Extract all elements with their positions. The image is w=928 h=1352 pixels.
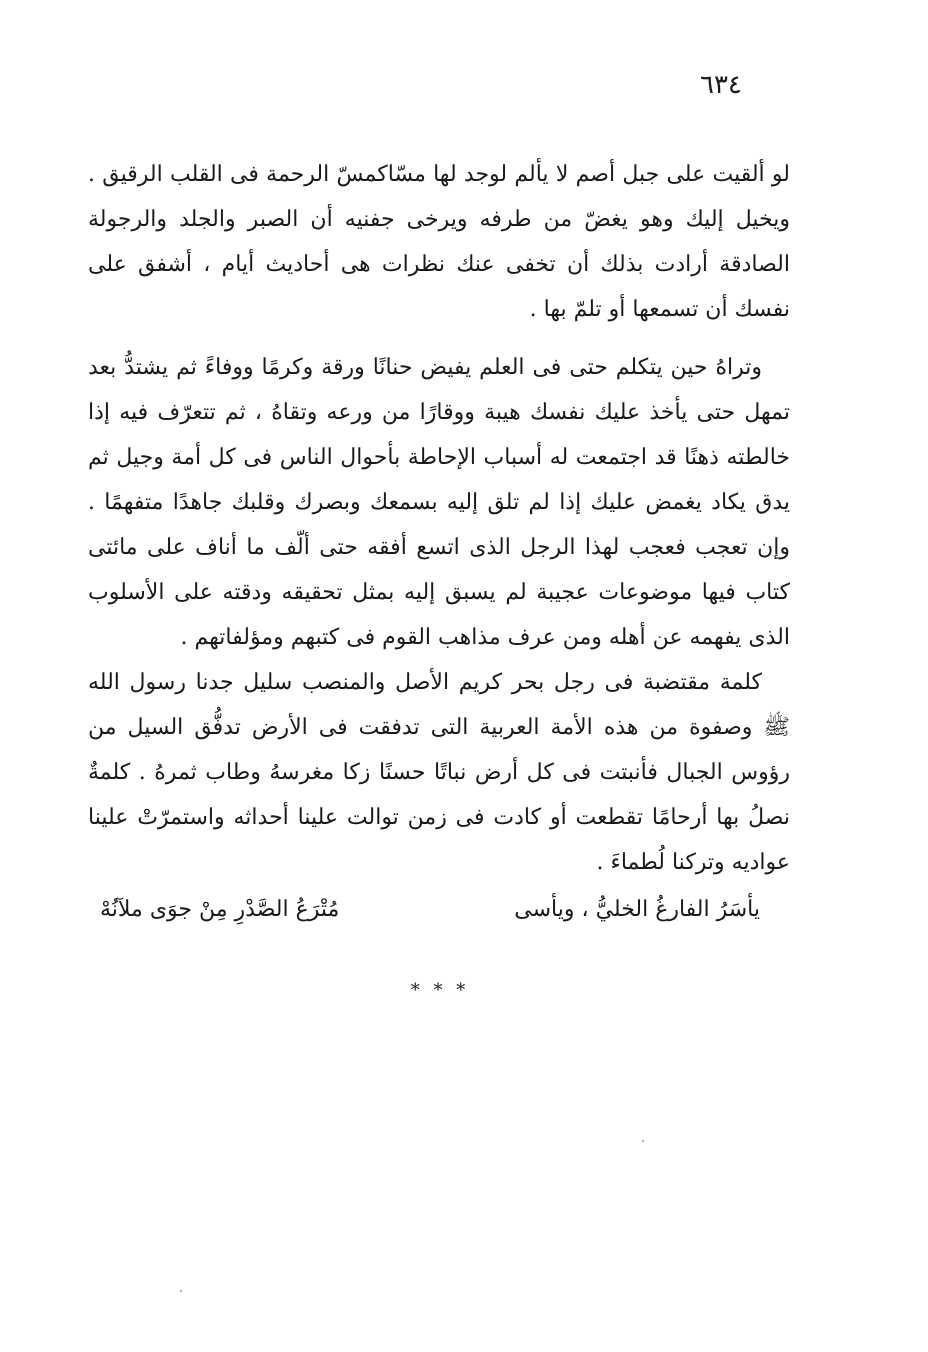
paragraph-text: لو ألقيت على جبل أصم لا يألم لوجد لها مسّاكمسّ الرحمة فى القلب الرقيق . ويخيل إليك وهو يغضّ من طرفه ويرخى جفنيه أن الصبر والجلد والرجولة الصادقة أرادت بذلك أن تخفى عنك نظرات هى أحاديث أيام ، أشفق على نفسك أن تسمعها أو تلمّ بها . [88,162,790,322]
scan-speck [642,1140,644,1142]
paragraph-2 [88,345,790,660]
verse-first-hemistich: يأسَرُ الفارغُ الخليُّ ، ويأسى [514,897,760,922]
verse-second-hemistich: مُتْرَعُ الصَّدْرِ مِنْ جوَى ملآنُهْ [100,897,340,922]
page-number: ٦٣٤ [700,70,742,100]
paragraph-1 [88,152,790,332]
paragraph-text: كلمة مقتضبة فى رجل بحر كريم الأصل والمنصب سليل جدنا رسول الله ﷺ وصفوة من هذه الأمة العربية التى تدفقت فى الأرض تدفُّق السيل من رؤوس الجبال فأنبتت فى كل أرض نباتًا حسنًا زكا مغرسهُ وطاب ثمرهُ . كلمةٌ نصلُ بها أرحامًا تقطعت أو كادت فى زمن توالت علينا أحداثه واستمرّتْ علينا عواديه وتركنا لُطماءَ . [88,670,790,875]
poetry-verse [100,890,760,930]
paragraph-3 [88,660,790,885]
section-separator: * * * [410,980,470,1001]
scan-speck [180,1290,182,1292]
paragraph-text: وتراهُ حين يتكلم حتى فى العلم يفيض حنانًا ورقة وكرمًا ووفاءً ثم يشتدُّ بعد تمهل حتى يأخذ عليك نفسك هيبة ووقارًا من ورعه وتقاهُ ، ثم تتعرّف فيه إذا خالطته ذهنًا قد اجتمعت له أسباب الإحاطة بأحوال الناس فى كل أمة وجيل ثم يدق يكاد يغمض عليك إذا لم تلق إليه بسمعك وبصرك وقلبك جاهدًا متفهمًا . وإن تعجب فعجب لهذا الرجل الذى اتسع أفقه حتى ألّف ما أناف على مائتى كتاب فيها موضوعات عجيبة لم يسبق إليه بمثل تحقيقه ودقته على الأسلوب الذى يفهمه عن أهله ومن عرف مذاهب القوم فى كتبهم ومؤلفاتهم . [88,355,790,650]
